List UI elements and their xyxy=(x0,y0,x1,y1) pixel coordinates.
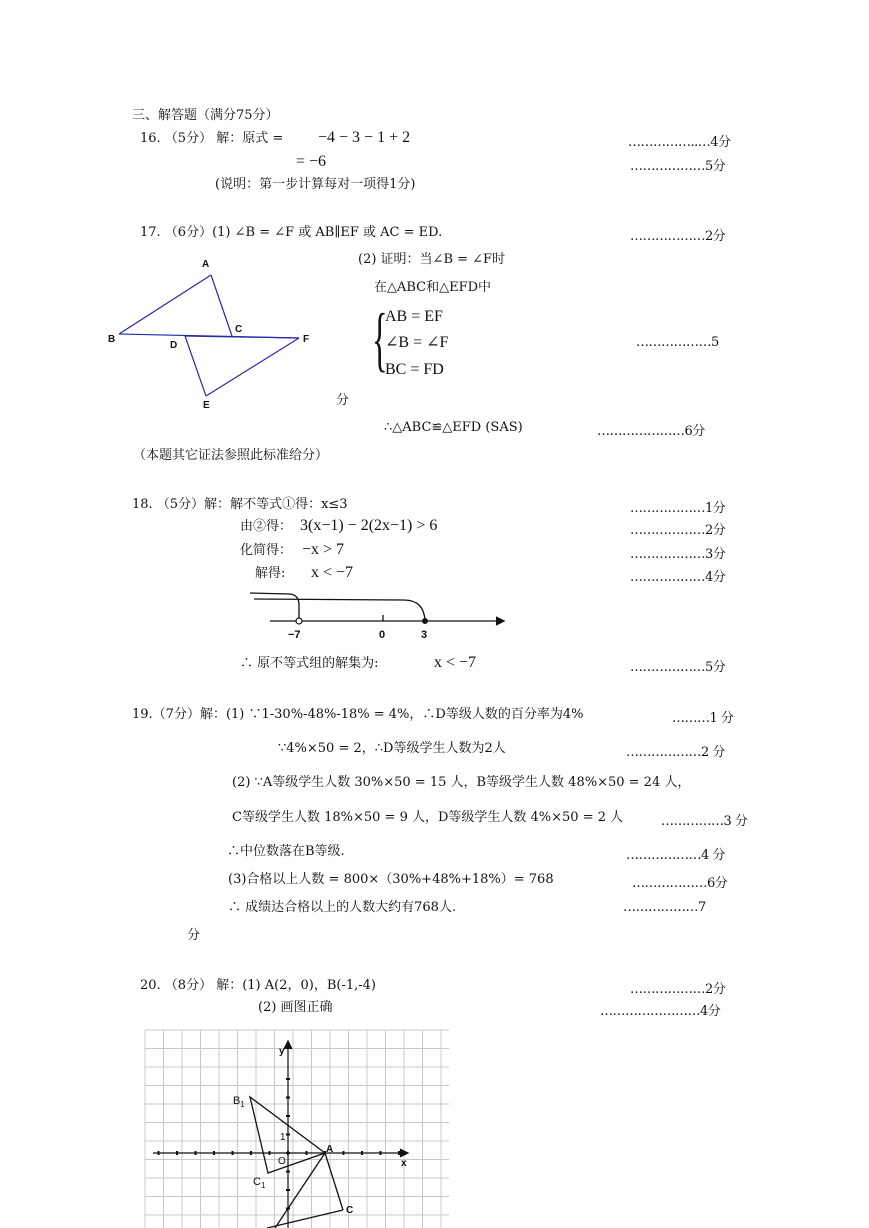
q19-score-1: ………1 分 xyxy=(672,711,734,726)
q17-proof-intro: (2) 证明：当∠B = ∠F时 xyxy=(358,252,506,267)
q16-expression: −4 − 3 − 1 + 2 xyxy=(318,129,411,146)
label-b: B xyxy=(108,334,116,345)
q19-score-2: ………………2 分 xyxy=(626,745,725,760)
triangle-figure xyxy=(100,250,330,420)
coordinate-grid xyxy=(145,1030,449,1228)
label-d: D xyxy=(170,340,178,351)
q17-note: （本题其它证法参照此标准给分） xyxy=(133,448,329,463)
q17-score-6: …………………6分 xyxy=(597,424,705,439)
number-line xyxy=(250,585,520,645)
segment-a-c xyxy=(325,1153,343,1210)
segment-ef xyxy=(206,338,299,396)
tick-label-0: 0 xyxy=(379,629,386,641)
q19-score-7: ………………7 xyxy=(623,900,706,915)
q18-conclusion-label: ∴ 原不等式组的解集为: xyxy=(240,656,379,671)
segment-c-b xyxy=(267,1210,343,1228)
open-point-neg7 xyxy=(296,618,302,624)
point-b1-label: $B_1$ xyxy=(233,1095,245,1109)
q19-line-1: 19.（7分）解：(1) ∵1-30%-48%-18% = 4%，∴D等级人数的百分率为4% xyxy=(132,707,584,722)
q18-score-4: ………………4分 xyxy=(630,570,726,585)
q20-line-2: (2) 画图正确 xyxy=(258,1000,333,1015)
q19-line-6: (3)合格以上人数 = 800×（30%+48%+18%）= 768 xyxy=(228,872,554,887)
q18-score-3: ………………3分 xyxy=(630,547,726,562)
label-f: F xyxy=(303,334,310,345)
label-e: E xyxy=(203,400,210,411)
q20-line-1: 20. （8分） 解：(1) A(2，0)，B(-1,-4) xyxy=(140,978,376,993)
closed-point-3 xyxy=(422,618,428,624)
q19-score-7-wrap: 分 xyxy=(187,928,201,943)
brace-symbol: { xyxy=(372,299,388,379)
q20-score-2: ………………2分 xyxy=(630,982,726,997)
q18-line-3-expr: −x > 7 xyxy=(302,541,345,558)
segment-ac xyxy=(211,275,232,336)
q16-score-1: ……………..…4分 xyxy=(628,135,731,150)
tick-label-neg7: −7 xyxy=(288,629,301,641)
q19-line-3: (2) ∵A等级学生人数 30%×50 = 15 人，B等级学生人数 48%×50 = 24 人， xyxy=(232,775,691,790)
q18-line-4-label: 解得: xyxy=(255,566,286,581)
q17-score-2: ………………2分 xyxy=(630,229,726,244)
q19-line-7: ∴ 成绩达合格以上的人数大约有768人. xyxy=(228,900,457,915)
q19-score-4: ………………4 分 xyxy=(626,848,725,863)
q16-score-2: ………………5分 xyxy=(630,159,726,174)
q20-score-4: ……………………4分 xyxy=(600,1004,721,1019)
q18-score-5: ………………5分 xyxy=(630,660,726,675)
q17-proof-context: 在△ABC和△EFD中 xyxy=(374,280,492,295)
label-c: C xyxy=(235,324,243,335)
q17-condition-3: BC = FD xyxy=(385,361,444,378)
q19-score-6: ………………6分 xyxy=(632,876,728,891)
unit-label: 1 xyxy=(280,1132,286,1143)
segment-ab xyxy=(119,275,211,334)
label-a: A xyxy=(202,259,210,270)
q17-condition-1: AB = EF xyxy=(385,308,443,325)
section-title: 三、解答题（满分75分） xyxy=(132,108,279,123)
q19-line-4: C等级学生人数 18%×50 = 9 人，D等级学生人数 4%×50 = 2 人 xyxy=(232,810,624,825)
q17-conclusion: ∴△ABC≌△EFD (SAS) xyxy=(384,420,523,435)
x-axis-label: x xyxy=(401,1158,407,1169)
q18-line-3-label: 化简得： xyxy=(240,543,293,558)
origin-label: O xyxy=(278,1156,286,1167)
segment-de xyxy=(185,336,206,396)
q18-line-1: 18. （5分）解：解不等式①得：x≤3 xyxy=(132,497,348,512)
point-c1-label: $C_1$ xyxy=(253,1176,266,1190)
tick-label-3: 3 xyxy=(421,629,428,641)
q16-head: 16. （5分） 解：原式 = xyxy=(140,131,284,146)
q19-line-5: ∴中位数落在B等级. xyxy=(227,844,345,859)
q18-line-2-label: 由②得： xyxy=(240,519,293,534)
q19-score-3: ……………3 分 xyxy=(661,814,748,829)
q16-result: = −6 xyxy=(296,153,327,170)
q17-condition-2: ∠B = ∠F xyxy=(385,334,449,351)
q18-line-2-expr: 3(x−1) − 2(2x−1) > 6 xyxy=(300,517,438,534)
y-axis-label: y xyxy=(279,1046,285,1057)
q16-note: (说明：第一步计算每对一项得1分) xyxy=(215,177,416,192)
point-c-label: C xyxy=(346,1205,354,1216)
q18-score-2: ………………2分 xyxy=(630,523,726,538)
q18-score-1: ………………1分 xyxy=(630,501,726,516)
q17-score-5: ………………5 xyxy=(636,335,719,350)
point-a-label: A xyxy=(326,1144,334,1155)
q19-line-2: ∵4%×50 = 2，∴D等级学生人数为2人 xyxy=(278,741,506,756)
q18-line-4-expr: x < −7 xyxy=(311,564,354,581)
q17-head: 17. （6分）(1) ∠B = ∠F 或 AB∥EF 或 AC = ED. xyxy=(140,225,443,240)
q17-score-5-wrap: 分 xyxy=(336,393,350,408)
q18-conclusion-expr: x < −7 xyxy=(434,654,477,671)
